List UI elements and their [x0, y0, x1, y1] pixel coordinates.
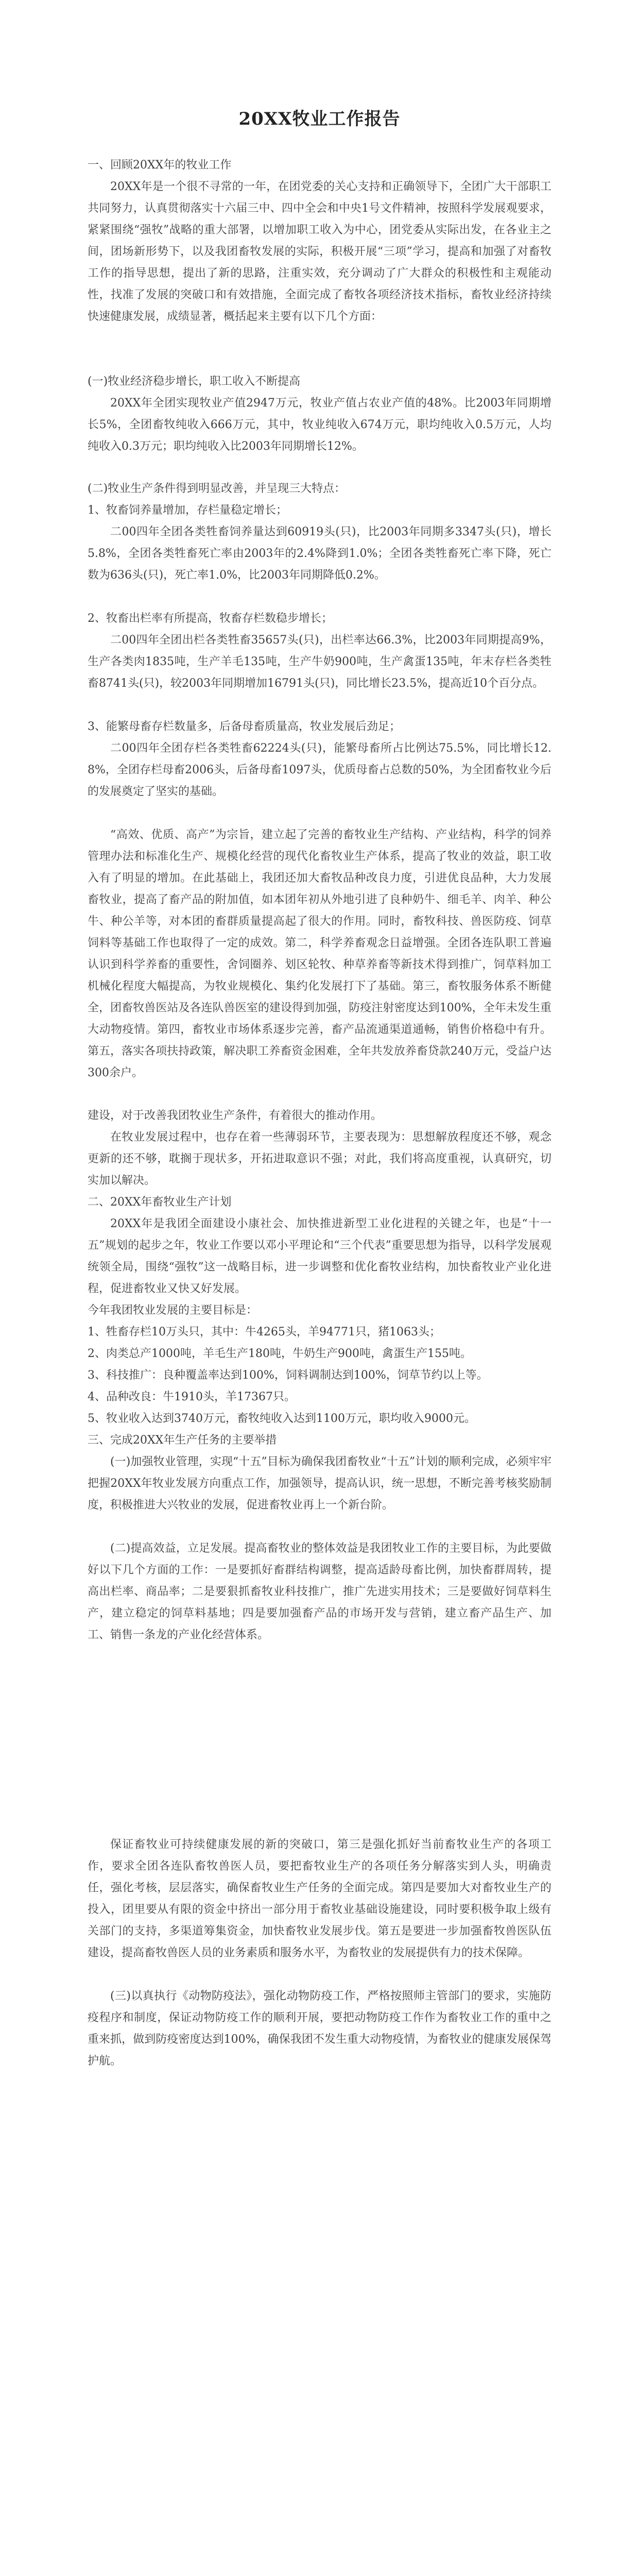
- body-paragraph: 保证畜牧业可持续健康发展的新的突破口，第三是强化抓好当前畜牧业生产的各项工作，要求全团各连队畜牧兽医人员，要把畜牧业生产的各项任务分解落实到人头，明确责任，强化考核，层层落实，确保畜牧业生产任务的全面完成。第四是要加大对畜牧业生产的投入，团里要从有限的资金中挤出一部分用于畜牧业基础设施建设，同时要积极争取上级有关部门的支持，多渠道筹集资金，加快畜牧业发展步伐。第五是要进一步加强畜牧兽医队伍建设，提高畜牧兽医人员的业务素质和服务水平，为畜牧业的发展提供有力的技术保障。: [88, 1838, 551, 1959]
- list-item: 2、牧畜出栏率有所提高，牧畜存栏数稳步增长；: [88, 612, 333, 625]
- body-paragraph: (一)加强牧业管理，实现“十五”目标为确保我团畜牧业“十五”计划的顺利完成，必须牢牢把握20XX年牧业发展方向重点工作，加强领导，提高认识，统一思想，不断完善考核奖励制度，积极推进大兴牧业的发展，促进畜牧业再上一个新台阶。: [88, 1455, 551, 1512]
- list-item: 4、品种改良：牛1910头，羊17367只。: [88, 1391, 296, 1403]
- body-paragraph: 二00四年全团出栏各类牲畜35657头(只)，出栏率达66.3%，比2003年同期提高9%，生产各类肉1835吨，生产羊毛135吨，生产牛奶900吨，生产禽蛋135吨，年末存栏各类牲畜8741头(只)，较2003年同期增加16791头(只)，同比增长23.5%，提高近10个百分点。: [88, 634, 551, 690]
- body-paragraph: (二)提高效益，立足发展。提高畜牧业的整体效益是我团牧业工作的主要目标，为此要做好以下几个方面的工作：一是要抓好畜群结构调整，提高适龄母畜比例，加快畜群周转，提高出栏率、商品率；二是要狠抓畜牧业科技推广，推广先进实用技术；三是要做好饲草料生产，建立稳定的饲草料基地；四是要加强畜产品的市场开发与营销，建立畜产品生产、加工、销售一条龙的产业化经营体系。: [88, 1542, 551, 1641]
- section-heading: 二、20XX年畜牧业生产计划: [88, 1196, 232, 1209]
- list-item: 1、牧畜饲养量增加，存栏量稳定增长；: [88, 504, 287, 517]
- body-paragraph: “高效、优质、高产”为宗旨，建立起了完善的畜牧业生产结构、产业结构，科学的饲养管理办法和标准化生产、规模化经营的现代化畜牧业生产体系，提高了牧业的效益，职工收入有了明显的增加。在此基础上，我团还加大畜牧品种改良力度，引进优良品种，大力发展畜牧业，提高了畜产品的附加值，如本团年初从外地引进了良种奶牛、细毛羊、肉羊、种公牛、种公羊等，对本团的畜群质量提高起了很大的作用。同时，畜牧科技、兽医防疫、饲草饲料等基础工作也取得了一定的成效。第二，科学养畜观念日益增强。全团各连队职工普遍认识到科学养畜的重要性，舍饲圈养、划区轮牧、种草养畜等新技术得到推广，饲草料加工机械化程度大幅提高，为牧业规模化、集约化发展打下了基础。第三，畜牧服务体系不断健全，团畜牧兽医站及各连队兽医室的建设得到加强，防疫注射密度达到100%，全年未发生重大动物疫情。第四，畜牧业市场体系逐步完善，畜产品流通渠道通畅，销售价格稳中有升。第五，落实各项扶持政策，解决职工养畜资金困难，全年共发放养畜贷款240万元，受益户达300余户。: [88, 828, 551, 1079]
- body-paragraph: 20XX年全团实现牧业产值2947万元，牧业产值占农业产值的48%。比2003年同期增长5%，全团畜牧纯收入666万元，其中，牧业纯收入674万元，职均纯收入0.5万元，人均纯收入0.3万元；职均纯收入比2003年同期增长12%。: [88, 397, 551, 453]
- list-item: 3、能繁母畜存栏数量多，后备母畜质量高，牧业发展后劲足；: [88, 720, 401, 733]
- section-heading: 一、回顾20XX年的牧业工作: [88, 159, 232, 172]
- body-paragraph: 20XX年是一个很不寻常的一年，在团党委的关心支持和正确领导下，全团广大干部职工共同努力，认真贯彻落实十六届三中、四中全会和中央1号文件精神，按照科学发展观要求，紧紧围绕“强牧”战略的重大部署，以增加职工收入为中心，团党委从实际出发，在各业主之间，团场新形势下，以及我团畜牧发展的实际，积极开展“三项”学习，提高和加强了对畜牧工作的指导思想，提出了新的思路，注重实效，充分调动了广大群众的积极性和主观能动性，找准了发展的突破口和有效措施，全面完成了畜牧各项经济技术指标，畜牧业经济持续快速健康发展，成绩显著，概括起来主要有以下几个方面：: [88, 180, 551, 323]
- body-paragraph: 20XX年是我团全面建设小康社会、加快推进新型工业化进程的关键之年，也是“十一五”规划的起步之年，牧业工作要以邓小平理论和“三个代表”重要思想为指导，以科学发展观统领全局，围绕“强牧”这一战略目标，进一步调整和优化畜牧业结构，加快畜牧业产业化进程，促进畜牧业又快又好发展。: [88, 1217, 551, 1295]
- section-heading: 三、完成20XX年生产任务的主要举措: [88, 1434, 277, 1447]
- list-item: 3、科技推广：良种覆盖率达到100%，饲料调制达到100%，饲草节约以上等。: [88, 1369, 488, 1382]
- list-item: 2、肉类总产1000吨，羊毛生产180吨，牛奶生产900吨，禽蛋生产155吨。: [88, 1347, 472, 1360]
- subsection-heading: (一)牧业经济稳步增长，职工收入不断提高: [88, 375, 301, 388]
- body-paragraph: 二00四年全团存栏各类牲畜62224头(只)，能繁母畜所占比例达75.5%，同比增长12.8%，全团存栏母畜2006头，后备母畜1097头，优质母畜占总数的50%，为全团畜牧业今后的发展奠定了坚实的基础。: [88, 742, 551, 798]
- body-paragraph: 在牧业发展过程中，也存在着一些薄弱环节，主要表现为：思想解放程度还不够，观念更新的还不够，耽搁于现状多，开拓进取意识不强；对此，我们将高度重视，认真研究，切实加以解决。: [88, 1131, 551, 1187]
- body-paragraph: 今年我团牧业发展的主要目标是：: [88, 1304, 258, 1317]
- body-paragraph: (三)以真执行《动物防疫法》，强化动物防疫工作，严格按照师主管部门的要求，实施防疫程序和制度，保证动物防疫工作的顺利开展，要把动物防疫工作作为畜牧业工作的重中之重来抓，做到防疫密度达到100%，确保我团不发生重大动物疫情，为畜牧业的健康发展保驾护航。: [88, 1990, 551, 2067]
- subsection-heading: (二)牧业生产条件得到明显改善，并呈现三大特点：: [88, 482, 346, 495]
- body-paragraph: 建设，对于改善我团牧业生产条件，有着很大的推动作用。: [88, 1109, 383, 1122]
- body-paragraph: 二00四年全团各类牲畜饲养量达到60919头(只)，比2003年同期多3347头(只)，增长5.8%，全团各类牲畜死亡率由2003年的2.4%降到1.0%；全团各类牲畜死亡率下降，死亡数为636头(只)，死亡率1.0%，比2003年同期降低0.2%。: [88, 526, 551, 582]
- document-title: 20XX牧业工作报告: [238, 108, 401, 129]
- list-item: 1、牲畜存栏10万头只，其中：牛4265头，羊94771只，猪1063头；: [88, 1326, 441, 1338]
- list-item: 5、牧业收入达到3740万元，畜牧纯收入达到1100万元，职均收入9000元。: [88, 1412, 476, 1425]
